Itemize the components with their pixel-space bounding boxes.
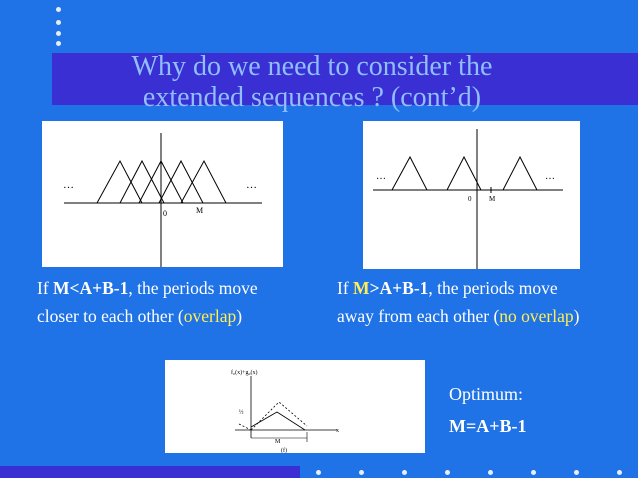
title-line-2: extended sequences ? (cont’d) <box>142 82 482 113</box>
m-label: M <box>275 439 281 445</box>
triangle <box>97 161 142 203</box>
dot <box>445 470 450 475</box>
caption-overlap <box>37 274 258 330</box>
dot <box>359 470 364 475</box>
triangle <box>392 157 427 190</box>
figure-overlap-svg <box>42 121 283 267</box>
caption-overlap-line-1 <box>37 274 258 302</box>
m-label: M <box>489 195 496 203</box>
figure-optimum-svg <box>165 360 425 453</box>
caption-text: closer to each other ( <box>37 306 184 326</box>
triangle <box>181 161 226 203</box>
caption-text: ) <box>236 306 243 326</box>
optimum-value: M=A+B-1 <box>449 416 527 436</box>
solid-line <box>251 412 305 430</box>
condition-m-text: M <box>353 278 370 298</box>
dot <box>574 470 579 475</box>
ellipsis-right: … <box>246 179 257 191</box>
dot <box>316 470 321 475</box>
triangle <box>159 161 203 203</box>
caption-text: , the periods move <box>428 278 558 298</box>
ellipsis-right: … <box>545 171 555 182</box>
dashed-line <box>239 424 251 430</box>
dot <box>488 470 493 475</box>
caption-text: ) <box>573 306 580 326</box>
bottom-band <box>0 466 300 478</box>
caption-no-overlap-line-2 <box>337 302 579 330</box>
dot <box>56 7 61 12</box>
m-label: M <box>196 206 204 215</box>
figure-overlap <box>42 121 283 267</box>
figure-optimum <box>165 360 425 453</box>
origin-label: 0 <box>468 195 472 203</box>
caption-no-overlap-line-1 <box>337 274 579 302</box>
caption-text: If <box>37 278 54 298</box>
dot <box>56 31 61 36</box>
overlap-highlight: overlap <box>183 306 237 326</box>
slide-title <box>52 51 572 113</box>
dot <box>56 20 61 25</box>
optimum-block <box>449 378 527 442</box>
caption-no-overlap <box>337 274 579 330</box>
dot <box>402 470 407 475</box>
dot <box>531 470 536 475</box>
condition-text: M<A+B-1 <box>53 278 129 298</box>
caption-text: If <box>337 278 354 298</box>
optimum-label: Optimum: <box>449 384 524 404</box>
panel-label: (f) <box>281 448 287 453</box>
dot <box>56 41 61 46</box>
caption-overlap-line-2 <box>37 302 258 330</box>
title-line-1: Why do we need to consider the <box>131 51 493 82</box>
half-label: ½ <box>239 410 244 416</box>
no-overlap-highlight: no overlap <box>499 306 574 326</box>
x-axis-label: x <box>336 428 339 434</box>
ellipsis-left: … <box>63 179 74 191</box>
caption-text: , the periods move <box>128 278 258 298</box>
origin-label: 0 <box>163 209 167 218</box>
caption-text: away from each other ( <box>337 306 500 326</box>
ellipsis-left: … <box>376 171 386 182</box>
triangle <box>503 157 537 190</box>
triangle <box>447 157 481 190</box>
dot <box>617 470 622 475</box>
y-axis-label: f₀(x)+g₀(x) <box>231 370 258 376</box>
condition-text: >A+B-1 <box>369 278 429 298</box>
figure-no-overlap <box>363 121 580 269</box>
figure-no-overlap-svg <box>363 121 580 269</box>
